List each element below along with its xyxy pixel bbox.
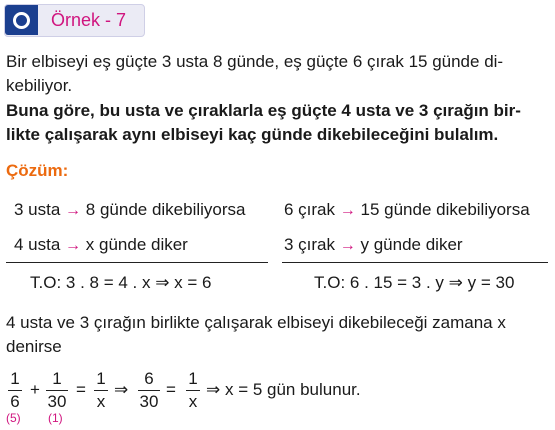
fraction-1-30: [46, 369, 68, 412]
example-header-tab: [4, 4, 145, 37]
fraction-1-x-2: [186, 369, 200, 412]
left-result: T.O: 3 . 8 = 4 . x ⇒ x = 6: [30, 273, 212, 292]
explanation-line-2: denirse: [6, 337, 62, 356]
left-row-2: [14, 233, 188, 258]
problem-line-1: Bir elbiseyi eş güçte 3 usta 8 günde, eş güçte 6 çırak 15 günde di-: [6, 52, 504, 71]
right-divider: [282, 262, 548, 263]
right-result: T.O: 6 . 15 = 3 . y ⇒ y = 30: [314, 273, 515, 292]
multiplier-1: (1): [48, 411, 63, 425]
right-arrow-icon: →: [339, 202, 356, 219]
denominator: 30: [139, 392, 159, 411]
denominator: 30: [47, 392, 67, 411]
problem-line-2: kebiliyor.: [6, 76, 73, 95]
right-arrow-icon: →: [339, 237, 356, 254]
fraction-1-x: [94, 369, 108, 412]
multiplier-5: (5): [6, 411, 21, 425]
right-arrow-icon: →: [65, 237, 82, 254]
numerator: 1: [188, 369, 198, 388]
left-row-2-subject: 4 usta: [14, 235, 61, 254]
equals-sign: =: [76, 380, 86, 399]
numerator: 1: [10, 369, 20, 388]
final-result: ⇒ x = 5 gün bulunur.: [206, 380, 361, 399]
equals-sign-2: =: [166, 380, 176, 399]
right-row-2: [284, 233, 463, 258]
right-arrow-icon: →: [65, 202, 82, 219]
fraction-6-30: [138, 369, 160, 412]
left-row-2-value: x günde diker: [85, 235, 188, 254]
left-row-1: [14, 198, 246, 223]
plus-sign: +: [30, 380, 40, 399]
question-line-2: likte çalışarak aynı elbiseyi kaç günde dikebileceğini bulalım.: [6, 125, 499, 144]
explanation-line-1: 4 usta ve 3 çırağın birlikte çalışarak elbiseyi dikebileceği zamana x: [6, 313, 506, 332]
left-row-1-value: 8 günde dikebiliyorsa: [85, 200, 246, 219]
numerator: 1: [52, 369, 62, 388]
denominator: x: [188, 392, 198, 411]
right-row-1-subject: 6 çırak: [284, 200, 336, 219]
denominator: 6: [10, 392, 20, 411]
numerator: 1: [96, 369, 106, 388]
left-row-1-subject: 3 usta: [14, 200, 61, 219]
left-divider: [6, 262, 268, 263]
fraction-1-6: [8, 369, 22, 412]
right-row-2-value: y günde diker: [360, 235, 463, 254]
right-row-1-value: 15 günde dikebiliyorsa: [360, 200, 530, 219]
denominator: x: [96, 392, 106, 411]
implies-sign: ⇒: [114, 380, 129, 399]
right-row-2-subject: 3 çırak: [284, 235, 336, 254]
right-row-1: [284, 198, 530, 223]
question-line-1: Buna göre, bu usta ve çıraklarla eş güçte 4 usta ve 3 çırağın bir-: [6, 101, 521, 120]
circle-icon: [5, 5, 38, 35]
solution-label: Çözüm:: [6, 161, 69, 180]
numerator: 6: [144, 369, 154, 388]
example-title: Örnek - 7: [51, 10, 127, 30]
